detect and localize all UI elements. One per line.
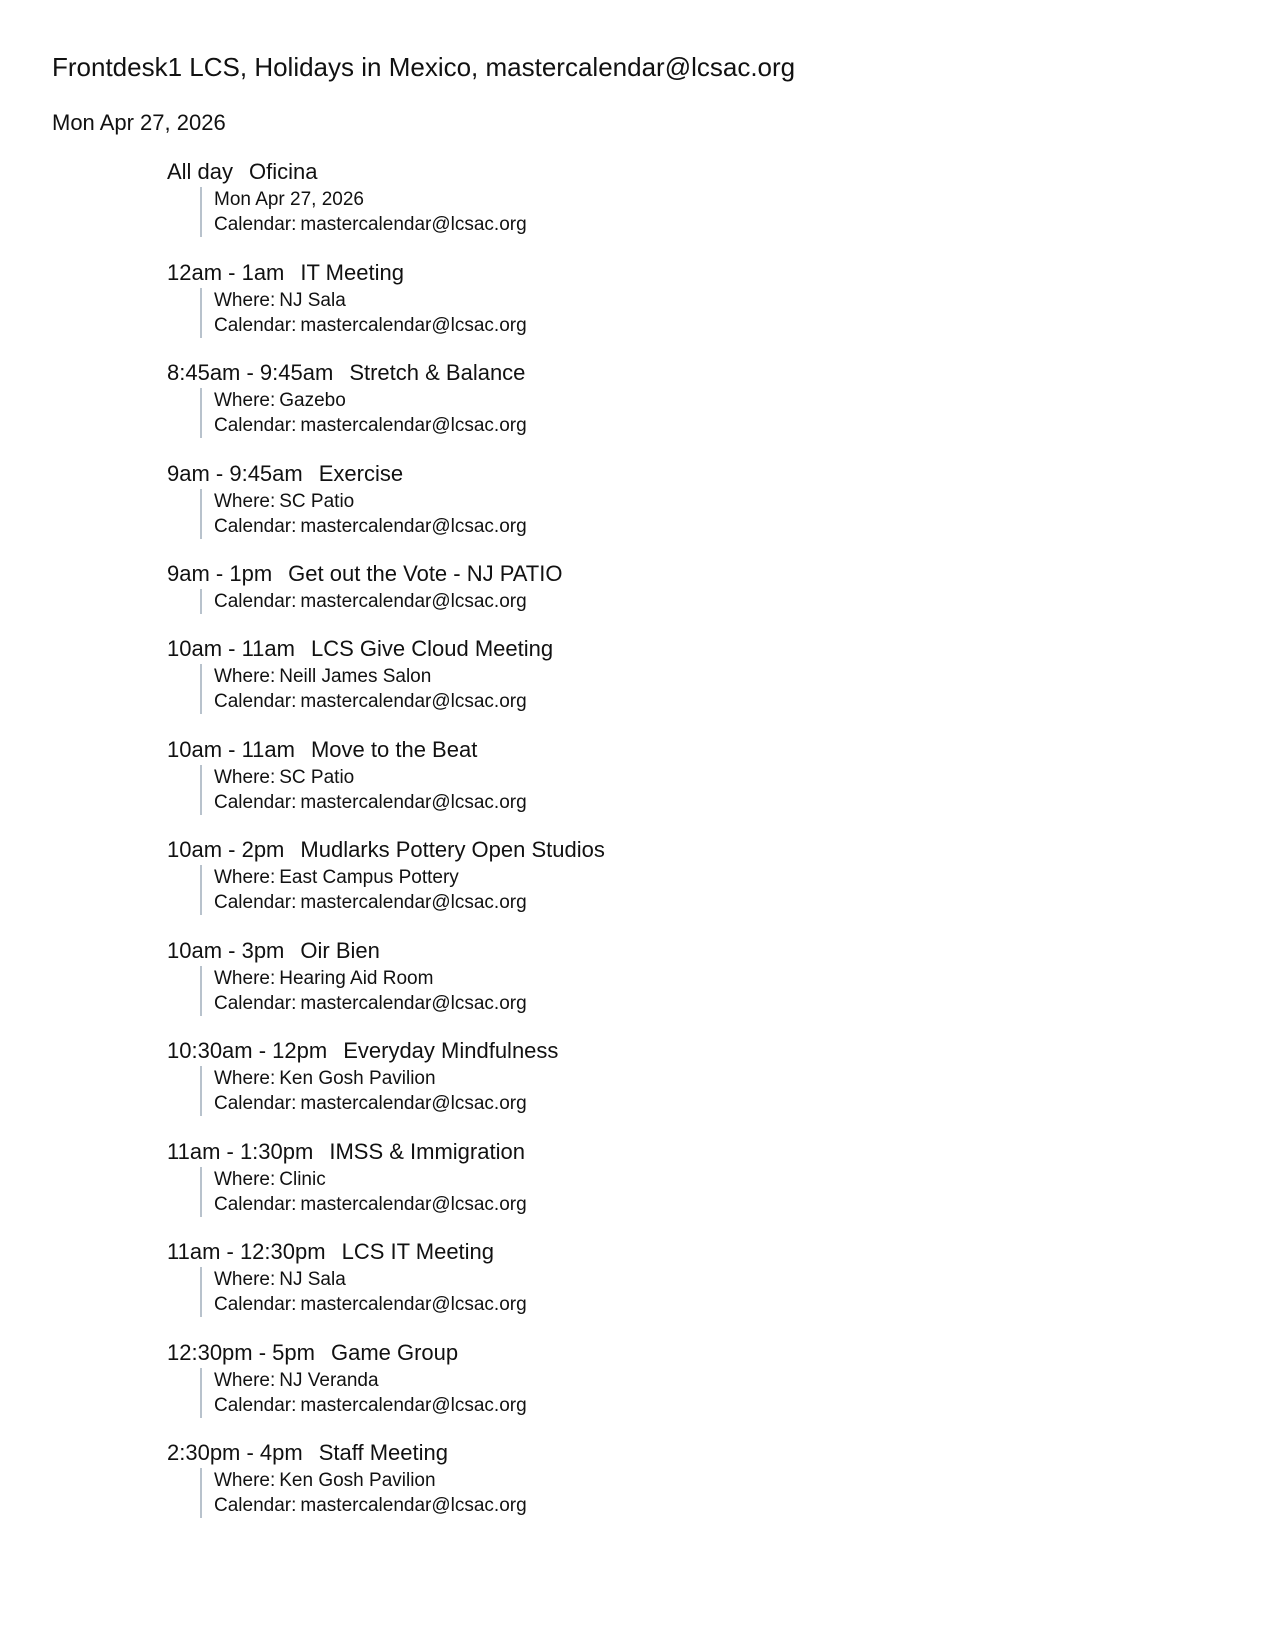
- event-calendar: mastercalendar@lcsac.org: [300, 515, 527, 537]
- event-location-row: [214, 1368, 1167, 1393]
- event-location-row: [214, 865, 1167, 890]
- where-label: Where:: [214, 1068, 276, 1089]
- event-header: [167, 1036, 1167, 1066]
- event-location-row: [214, 288, 1167, 313]
- where-label: Where:: [214, 766, 276, 788]
- event-item: [167, 1438, 1167, 1539]
- event-item: [167, 157, 1167, 258]
- event-time: 11am - 12:30pm: [167, 1239, 326, 1264]
- event-item: [167, 1137, 1167, 1238]
- event-time: 2:30pm - 4pm: [167, 1440, 303, 1465]
- event-list: [167, 157, 1167, 1539]
- event-location-row: [214, 1267, 1167, 1292]
- event-header: [167, 634, 1167, 664]
- event-location: Ken Gosh Pavilion: [279, 1068, 436, 1089]
- event-details: [200, 589, 1167, 614]
- event-calendar-row: [214, 1493, 1167, 1518]
- event-title[interactable]: Staff Meeting: [318, 1440, 448, 1465]
- event-calendar: mastercalendar@lcsac.org: [300, 691, 527, 712]
- event-details: [200, 388, 1167, 438]
- event-item: [167, 358, 1167, 459]
- event-location-row: [214, 388, 1167, 413]
- event-time: 12am - 1am: [167, 259, 285, 285]
- event-calendar: mastercalendar@lcsac.org: [300, 1495, 527, 1516]
- event-item: [167, 1036, 1167, 1137]
- event-calendar-row: [214, 589, 1167, 614]
- event-title[interactable]: LCS Give Cloud Meeting: [310, 636, 554, 661]
- event-calendar-row: [214, 1091, 1167, 1116]
- event-time: 10:30am - 12pm: [167, 1038, 328, 1063]
- event-item: [167, 459, 1167, 560]
- where-label: Where:: [214, 666, 276, 687]
- where-label: Where:: [214, 1369, 276, 1391]
- event-location-row: [214, 1468, 1167, 1493]
- event-title[interactable]: Game Group: [330, 1339, 459, 1365]
- event-item: [167, 936, 1167, 1037]
- page-title: Frontdesk1 LCS, Holidays in Mexico, mastercalendar@lcsac.org: [52, 52, 796, 82]
- calendar-label: Calendar:: [214, 1294, 297, 1315]
- event-time: 10am - 11am: [167, 636, 295, 661]
- event-details: [200, 966, 1167, 1016]
- calendar-label: Calendar:: [214, 1193, 297, 1215]
- event-header: [167, 835, 1167, 865]
- calendar-label: Calendar:: [214, 1495, 297, 1516]
- event-header: [167, 1338, 1167, 1368]
- event-details: [200, 288, 1167, 338]
- event-item: [167, 1237, 1167, 1338]
- event-details: [200, 1267, 1167, 1317]
- where-label: Where:: [214, 490, 276, 512]
- event-details: [200, 1468, 1167, 1518]
- event-location-row: [214, 1167, 1167, 1192]
- event-time: 12:30pm - 5pm: [167, 1339, 315, 1365]
- event-details: [200, 187, 1167, 237]
- event-title[interactable]: IMSS & Immigration: [329, 1138, 525, 1164]
- event-time: 9am - 1pm: [167, 561, 273, 586]
- event-calendar-row: [214, 514, 1167, 539]
- event-item: [167, 735, 1167, 836]
- event-location: SC Patio: [279, 766, 355, 788]
- event-location-row: [214, 489, 1167, 514]
- calendar-label: Calendar:: [214, 1093, 297, 1114]
- event-header: [167, 735, 1167, 765]
- event-calendar: mastercalendar@lcsac.org: [300, 791, 527, 813]
- event-title[interactable]: Oir Bien: [300, 937, 380, 963]
- event-details: [200, 664, 1167, 714]
- where-label: Where:: [214, 289, 276, 311]
- event-calendar: mastercalendar@lcsac.org: [300, 1193, 527, 1215]
- event-calendar: mastercalendar@lcsac.org: [300, 892, 527, 913]
- calendar-label: Calendar:: [214, 214, 297, 235]
- event-item: [167, 835, 1167, 936]
- event-header: [167, 258, 1167, 288]
- day-heading: Mon Apr 27, 2026: [52, 110, 226, 135]
- event-header: [167, 459, 1167, 489]
- event-location: Ken Gosh Pavilion: [279, 1470, 436, 1491]
- event-title[interactable]: Stretch & Balance: [349, 360, 526, 385]
- event-title[interactable]: LCS IT Meeting: [341, 1239, 495, 1264]
- event-calendar: mastercalendar@lcsac.org: [300, 214, 527, 235]
- event-time: 10am - 3pm: [167, 937, 285, 963]
- event-location-row: [214, 765, 1167, 790]
- calendar-label: Calendar:: [214, 415, 297, 436]
- event-title[interactable]: Exercise: [318, 460, 404, 486]
- event-date: Mon Apr 27, 2026: [214, 189, 364, 210]
- where-label: Where:: [214, 967, 276, 989]
- event-header: [167, 936, 1167, 966]
- where-label: Where:: [214, 1269, 276, 1290]
- event-time: 8:45am - 9:45am: [167, 360, 334, 385]
- event-time: 9am - 9:45am: [167, 460, 303, 486]
- event-time: 10am - 2pm: [167, 837, 285, 862]
- event-title[interactable]: Mudlarks Pottery Open Studios: [300, 837, 605, 862]
- event-header: [167, 559, 1167, 589]
- event-location: Clinic: [279, 1168, 326, 1190]
- event-calendar-row: [214, 413, 1167, 438]
- event-header: [167, 1137, 1167, 1167]
- event-calendar-row: [214, 1393, 1167, 1418]
- event-location: Gazebo: [279, 390, 346, 411]
- where-label: Where:: [214, 1470, 276, 1491]
- event-header: [167, 358, 1167, 388]
- calendar-label: Calendar:: [214, 791, 297, 813]
- event-location: Hearing Aid Room: [279, 967, 434, 989]
- event-location-row: [214, 1066, 1167, 1091]
- event-location-row: [214, 664, 1167, 689]
- calendar-label: Calendar:: [214, 515, 297, 537]
- event-calendar-row: [214, 313, 1167, 338]
- event-location-row: [214, 966, 1167, 991]
- event-location: NJ Veranda: [279, 1369, 379, 1391]
- event-calendar: mastercalendar@lcsac.org: [300, 1093, 527, 1114]
- calendar-label: Calendar:: [214, 1394, 297, 1416]
- event-calendar: mastercalendar@lcsac.org: [300, 314, 527, 336]
- event-location: East Campus Pottery: [279, 867, 459, 888]
- calendar-label: Calendar:: [214, 314, 297, 336]
- calendar-label: Calendar:: [214, 691, 297, 712]
- event-title[interactable]: Everyday Mindfulness: [343, 1038, 559, 1063]
- event-details: [200, 489, 1167, 539]
- event-item: [167, 1338, 1167, 1439]
- event-calendar: mastercalendar@lcsac.org: [300, 415, 527, 436]
- event-calendar: mastercalendar@lcsac.org: [300, 1394, 527, 1416]
- event-location: NJ Sala: [279, 289, 346, 311]
- event-time: 10am - 11am: [167, 736, 295, 762]
- calendar-label: Calendar:: [214, 992, 297, 1014]
- where-label: Where:: [214, 867, 276, 888]
- event-item: [167, 258, 1167, 359]
- event-title[interactable]: Get out the Vote - NJ PATIO: [288, 561, 563, 586]
- event-header: [167, 1237, 1167, 1267]
- event-calendar-row: [214, 890, 1167, 915]
- event-calendar-row: [214, 1292, 1167, 1317]
- event-item: [167, 634, 1167, 735]
- calendar-label: Calendar:: [214, 892, 297, 913]
- event-details: [200, 765, 1167, 815]
- event-location: NJ Sala: [279, 1269, 346, 1290]
- where-label: Where:: [214, 1168, 276, 1190]
- event-details: [200, 1066, 1167, 1116]
- event-location: SC Patio: [279, 490, 355, 512]
- event-title[interactable]: Move to the Beat: [310, 736, 478, 762]
- event-calendar: mastercalendar@lcsac.org: [300, 1294, 527, 1315]
- event-header: [167, 1438, 1167, 1468]
- event-title[interactable]: Oficina: [249, 159, 318, 184]
- event-details: [200, 1368, 1167, 1418]
- event-details: [200, 1167, 1167, 1217]
- event-calendar-row: [214, 689, 1167, 714]
- event-calendar-row: [214, 790, 1167, 815]
- event-calendar-row: [214, 1192, 1167, 1217]
- event-time: 11am - 1:30pm: [167, 1138, 314, 1164]
- where-label: Where:: [214, 390, 276, 411]
- event-details: [200, 865, 1167, 915]
- event-item: [167, 559, 1167, 634]
- event-calendar: mastercalendar@lcsac.org: [300, 992, 527, 1014]
- calendar-label: Calendar:: [214, 591, 297, 612]
- event-time: All day: [167, 159, 234, 184]
- event-calendar-row: [214, 991, 1167, 1016]
- event-location: Neill James Salon: [279, 666, 432, 687]
- event-calendar-row: [214, 212, 1167, 237]
- event-calendar: mastercalendar@lcsac.org: [300, 591, 527, 612]
- event-header: [167, 157, 1167, 187]
- event-title[interactable]: IT Meeting: [300, 259, 404, 285]
